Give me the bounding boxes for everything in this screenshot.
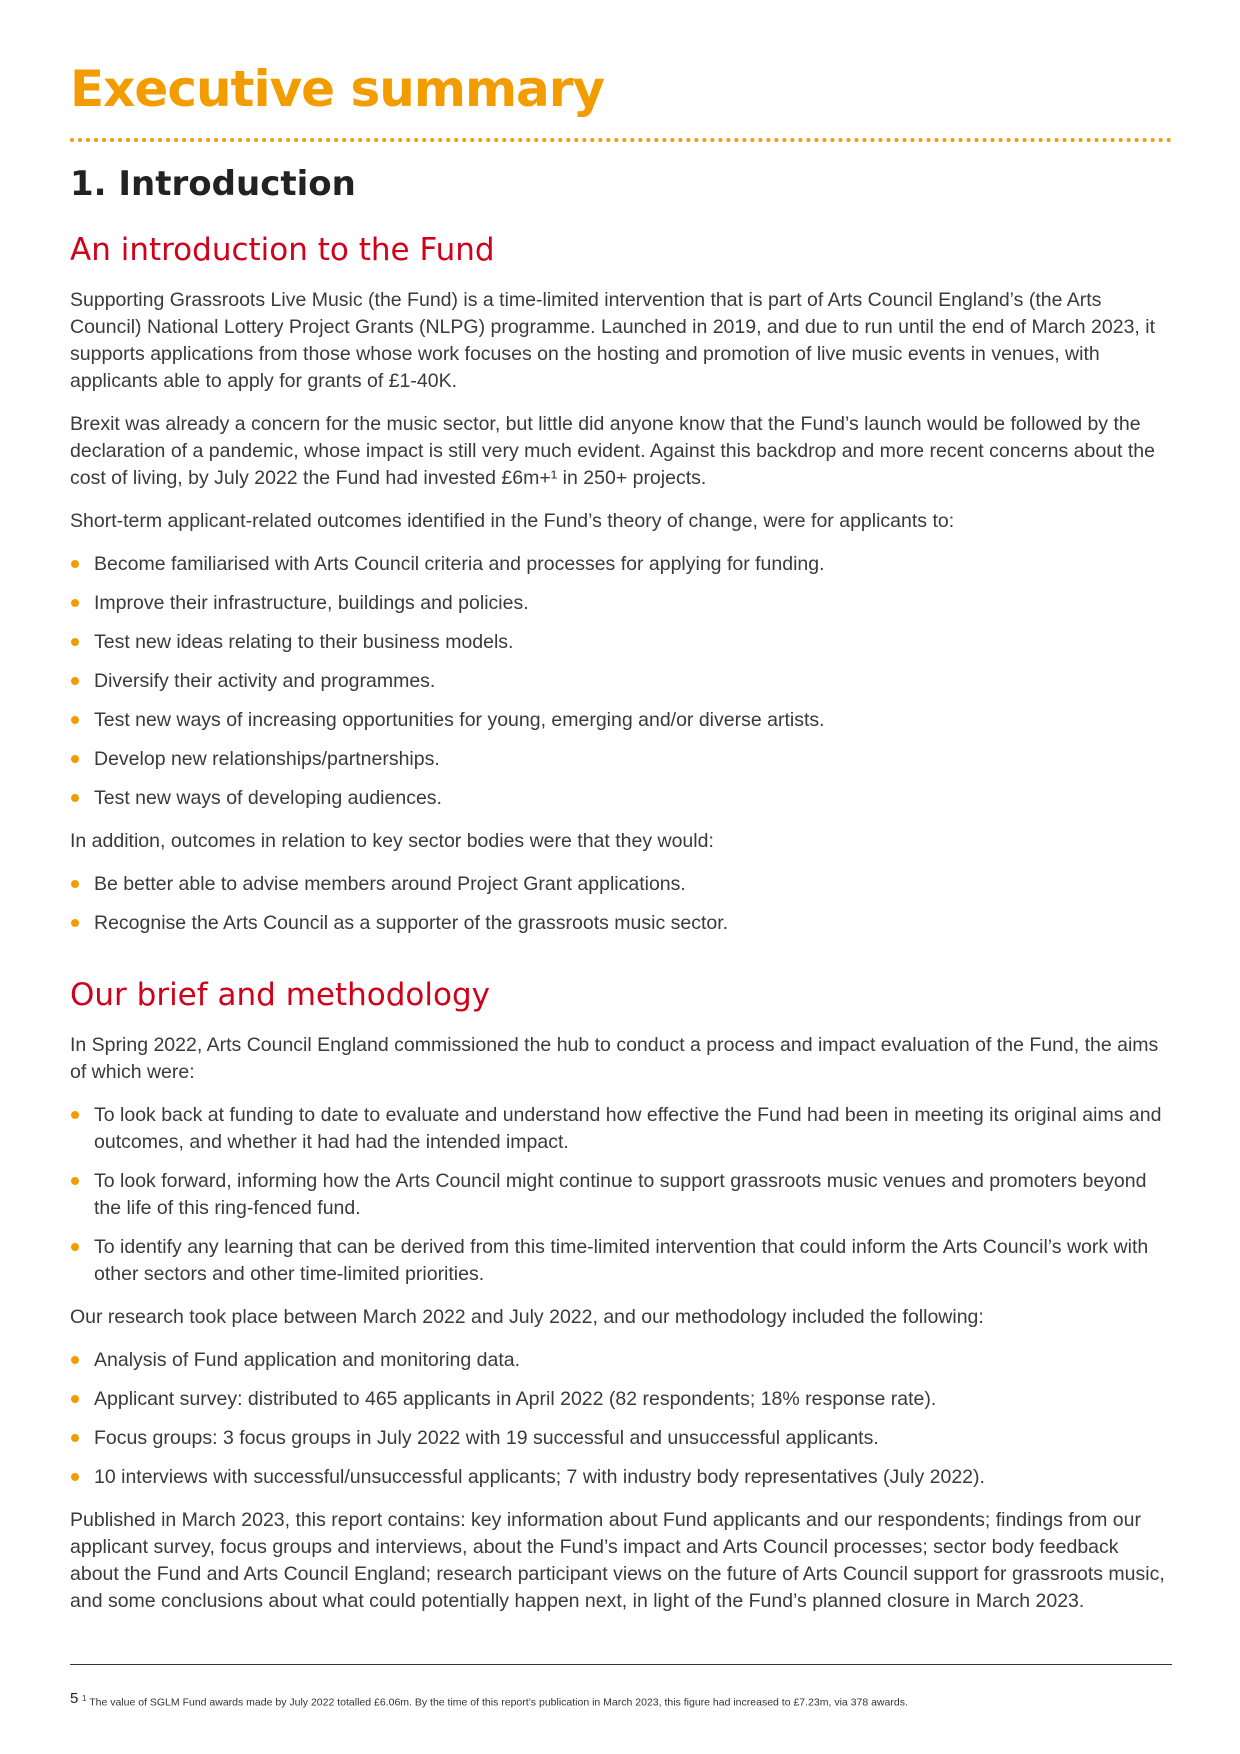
section-title: 1. Introduction (70, 164, 356, 204)
bullet-icon (71, 560, 79, 568)
list-item-text: Be better able to advise members around Project Grant applications. (94, 873, 686, 896)
bullet-icon (71, 919, 79, 927)
list-item (70, 1102, 1172, 1156)
list-item (70, 551, 1172, 578)
bullet-icon (71, 1177, 79, 1185)
aims-list (70, 1102, 1172, 1288)
bullet-icon (71, 638, 79, 646)
brief-subtitle: Our brief and methodology (70, 977, 490, 1014)
list-item (70, 746, 1172, 773)
bullet-icon (71, 1111, 79, 1119)
list-item-text: Test new ways of increasing opportunities for young, emerging and/or diverse artists. (94, 709, 825, 732)
list-item-text: Recognise the Arts Council as a supporter of the grassroots music sector. (94, 912, 729, 935)
list-item (70, 871, 1172, 898)
bullet-icon (71, 677, 79, 685)
bullet-icon (71, 1434, 79, 1442)
bullet-icon (71, 794, 79, 802)
bullet-icon (71, 1243, 79, 1251)
bullet-icon (71, 1473, 79, 1481)
page-title: Executive summary (70, 60, 605, 118)
title-divider (70, 138, 1172, 142)
list-item (70, 785, 1172, 812)
list-item (70, 1386, 1172, 1413)
list-item (70, 910, 1172, 937)
footnote-marker: 1 (82, 1694, 87, 1703)
list-item (70, 629, 1172, 656)
list-item-text: Focus groups: 3 focus groups in July 2022 with 19 successful and unsuccessful applicants. (94, 1427, 879, 1450)
intro-paragraph: Brexit was already a concern for the music sector, but little did anyone know that the Fund’s launch would be followed by the declaration of a pandemic, whose impact is still very much evident. Against this backdrop and more recent concerns about the cost of living, by July 2022 the Fund had invested £6m+¹ in 250+ projects. (70, 413, 1155, 490)
list-item-text: Applicant survey: distributed to 465 applicants in April 2022 (82 respondents; 18% response rate). (94, 1388, 937, 1411)
main-content (70, 232, 1172, 1631)
page-number: 5 (70, 1690, 79, 1707)
intro-paragraph: Supporting Grassroots Live Music (the Fund) is a time-limited intervention that is part of Arts Council England’s (the Arts Council) National Lottery Project Grants (NLPG) programme. Launched in 2019, and due to run until the end of March 2023, it supports applications from those whose work focuses on the hosting and promotion of live music events in venues, with applicants able to apply for grants of £1-40K. (70, 289, 1156, 393)
list-item-text: Test new ways of developing audiences. (94, 787, 442, 810)
list-item (70, 707, 1172, 734)
bullet-icon (71, 716, 79, 724)
list-item-text: Develop new relationships/partnerships. (94, 748, 440, 771)
list-item-text: Improve their infrastructure, buildings and policies. (94, 592, 529, 615)
methods-list (70, 1347, 1172, 1491)
list-item (70, 1234, 1172, 1288)
bullet-icon (71, 880, 79, 888)
intro-paragraph: Short-term applicant-related outcomes identified in the Fund’s theory of change, were for applicants to: (70, 510, 955, 533)
bullet-icon (71, 599, 79, 607)
list-item (70, 1425, 1172, 1452)
list-item-text: Diversify their activity and programmes. (94, 670, 436, 693)
list-item (70, 590, 1172, 617)
footnote (82, 1694, 908, 1709)
list-item-text: To identify any learning that can be derived from this time-limited intervention that could inform the Arts Council’s work with other sectors and other time-limited priorities. (94, 1236, 1149, 1286)
sector-outcomes-list (70, 871, 1172, 937)
applicant-outcomes-list (70, 551, 1172, 812)
list-item (70, 668, 1172, 695)
list-item-text: 10 interviews with successful/unsuccessful applicants; 7 with industry body representatives (July 2022). (94, 1466, 985, 1489)
footnote-text: The value of SGLM Fund awards made by July 2022 totalled £6.06m. By the time of this report’s publication in March 2023, this figure had increased to £7.23m, via 378 awards. (89, 1696, 908, 1709)
bullet-icon (71, 1395, 79, 1403)
list-item-text: To look forward, informing how the Arts Council might continue to support grassroots music venues and promoters beyond the life of this ring-fenced fund. (94, 1170, 1147, 1220)
bullet-icon (71, 1356, 79, 1364)
list-item-text: Become familiarised with Arts Council criteria and processes for applying for funding. (94, 553, 825, 576)
method-intro: Our research took place between March 2022 and July 2022, and our methodology included the following: (70, 1306, 984, 1329)
brief-intro: In Spring 2022, Arts Council England commissioned the hub to conduct a process and impact evaluation of the Fund, the aims of which were: (70, 1034, 1159, 1084)
list-item (70, 1347, 1172, 1374)
sector-intro: In addition, outcomes in relation to key sector bodies were that they would: (70, 830, 714, 853)
list-item-text: Analysis of Fund application and monitoring data. (94, 1349, 521, 1372)
list-item (70, 1464, 1172, 1491)
closing-paragraph: Published in March 2023, this report contains: key information about Fund applicants and our respondents; findings from our applicant survey, focus groups and interviews, about the Fund’s impact and Arts Council processes; sector body feedback about the Fund and Arts Council England; research participant views on the future of Arts Council support for grassroots music, and some conclusions about what could potentially happen next, in light of the Fund’s planned closure in March 2023. (70, 1509, 1165, 1613)
intro-subtitle: An introduction to the Fund (70, 232, 495, 268)
list-item-text: To look back at funding to date to evaluate and understand how effective the Fund had been in meeting its original aims and outcomes, and whether it had had the intended impact. (94, 1104, 1162, 1154)
list-item (70, 1168, 1172, 1222)
bullet-icon (71, 755, 79, 763)
footer-divider (70, 1664, 1172, 1665)
list-item-text: Test new ideas relating to their business models. (94, 631, 514, 654)
